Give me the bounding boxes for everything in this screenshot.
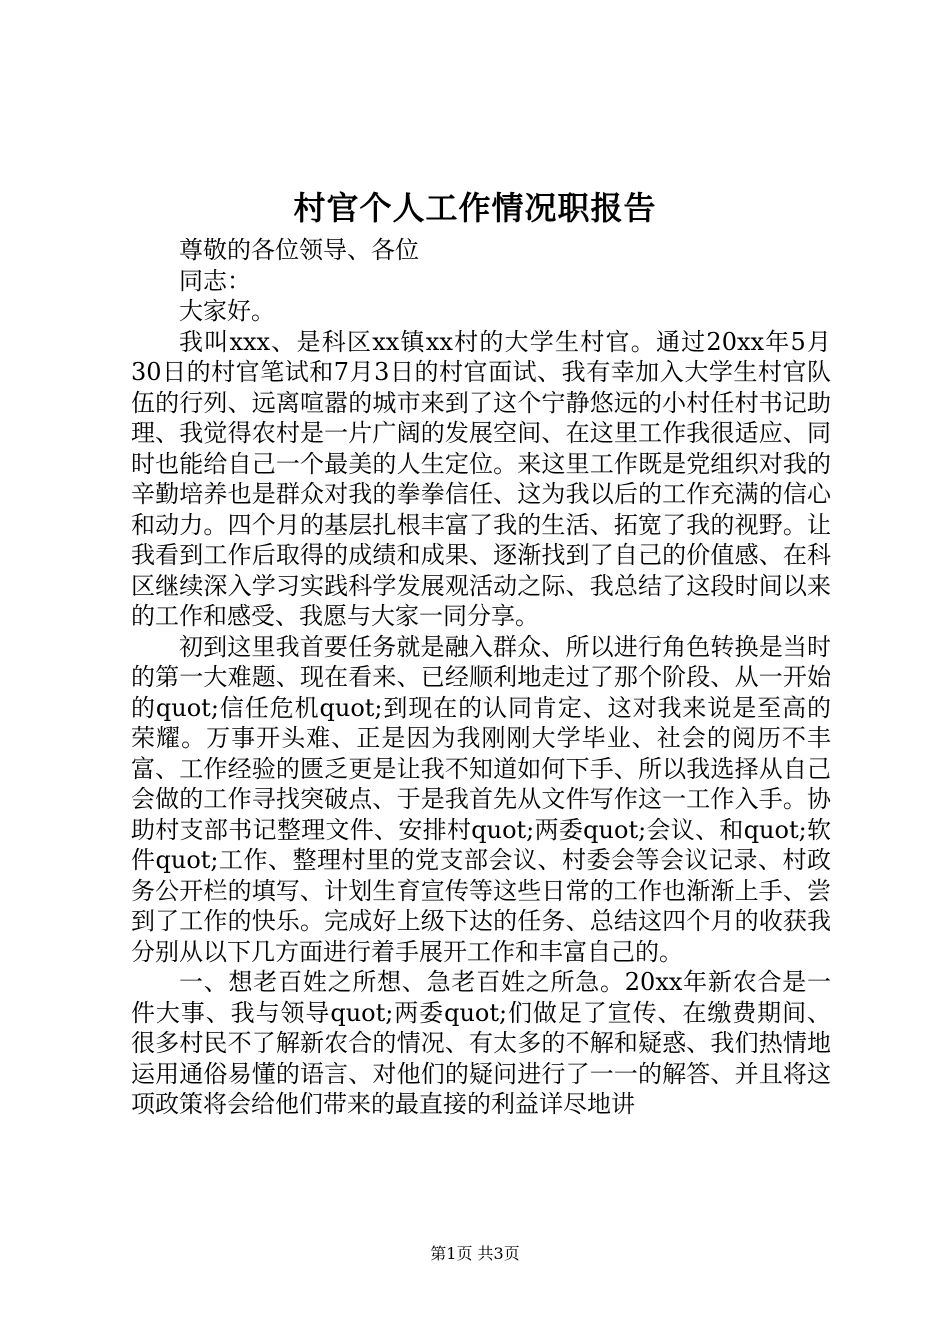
salutation-line-2: 同志： (179, 266, 251, 295)
document-body (131, 235, 831, 1120)
paragraph-introduction: 我叫xxx、是科区xx镇xx村的大学生村官。通过20xx年5月30日的村官笔试和7月3日的村官面试、我有幸加入大学生村官队伍的行列、远离喧嚣的城市来到了这个宁静悠远的小村任村书记助理、我觉得农村是一片广阔的发展空间、在这里工作我很适应、同时也能给自己一个最美的人生定位。来这里工作既是党组织对我的辛勤培养也是群众对我的拳拳信任、这为我以后的工作充满的信心和动力。四个月的基层扎根丰富了我的生活、拓宽了我的视野。让我看到工作后取得的成绩和成果、逐渐找到了自己的价值感、在科区继续深入学习实践科学发展观活动之际、我总结了这段时间以来的工作和感受、我愿与大家一同分享。 (131, 327, 831, 630)
document-title: 村官个人工作情况职报告 (293, 189, 657, 227)
paragraph-role-transition: 初到这里我首要任务就是融入群众、所以进行角色转换是当时的第一大难题、现在看来、已经顺利地走过了那个阶段、从一开始的quot;信任危机quot;到现在的认同肯定、这对我来说是至高的荣耀。万事开头难、正是因为我刚刚大学毕业、社会的阅历不丰富、工作经验的匮乏更是让我不知道如何下手、所以我选择从自己会做的工作寻找突破点、于是我首先从文件写作这一工作入手。协助村支部书记整理文件、安排村quot;两委quot;会议、和quot;软件quot;工作、整理村里的党支部会议、村委会等会议记录、村政务公开栏的填写、计划生育宣传等这些日常的工作也渐渐上手、尝到了工作的快乐。完成好上级下达的任务、总结这四个月的收获我分别从以下几方面进行着手展开工作和丰富自己的。 (131, 632, 831, 966)
salutation-line-1: 尊敬的各位领导、各位 (179, 236, 419, 264)
page-footer: 第1页 共3页 (430, 1244, 520, 1263)
greeting: 大家好。 (179, 297, 275, 325)
paragraph-section-one: 一、想老百姓之所想、急老百姓之所急。20xx年新农合是一件大事、我与领导quot;两委quot;们做足了宣传、在缴费期间、很多村民不了解新农合的情况、有太多的不解和疑惑、我们热情地运用通俗易懂的语言、对他们的疑问进行了一一的解答、并且将这项政策将会给他们带来的最直接的利益详尽地讲 (131, 968, 831, 1118)
